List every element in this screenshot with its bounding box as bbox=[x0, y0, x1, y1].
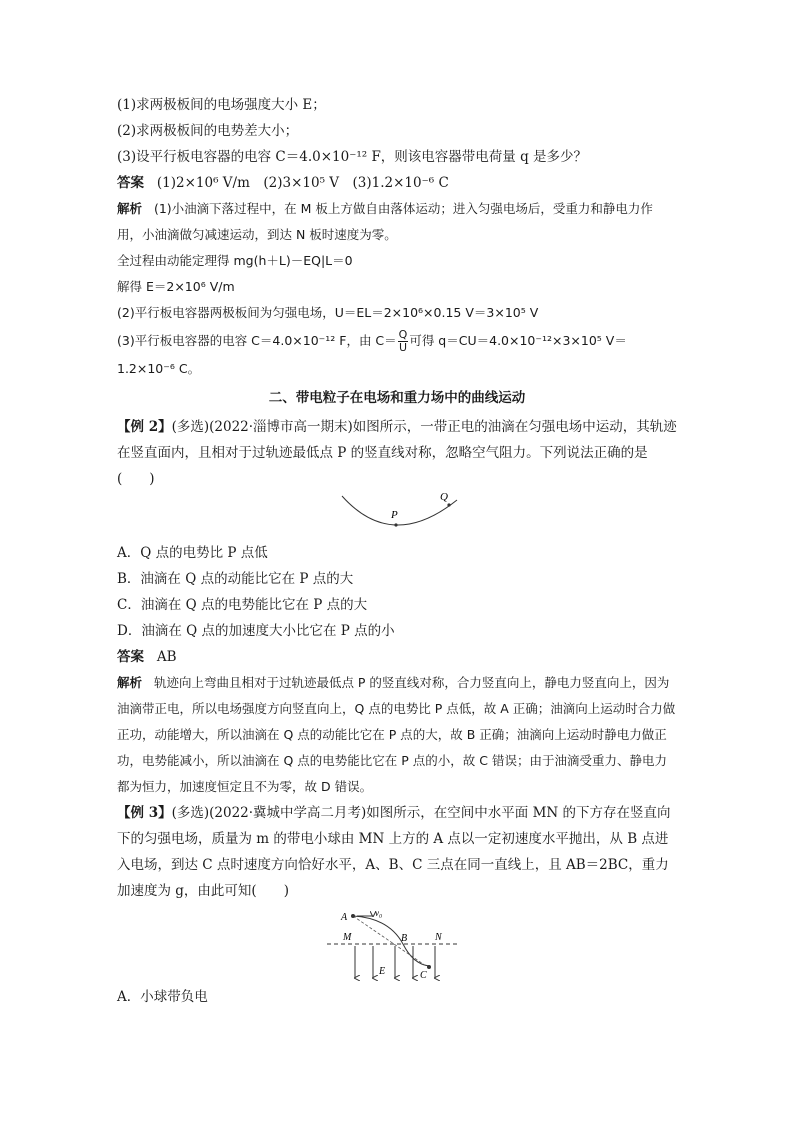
example-2-option-c: C．油滴在 Q 点的电势能比它在 P 点的大 bbox=[117, 597, 368, 613]
field-diagram bbox=[117, 904, 677, 984]
example-2-analysis bbox=[117, 670, 677, 800]
example-3-figure bbox=[117, 904, 677, 984]
analysis-text-5b: 可得 q＝CU＝4.0×10⁻¹²×3×10⁵ V＝ bbox=[409, 333, 627, 348]
section-heading: 二、带电粒子在电场和重力场中的曲线运动 bbox=[268, 390, 526, 406]
example-2-option-d: D．油滴在 Q 点的加速度大小比它在 P 点的小 bbox=[117, 623, 395, 639]
example-2-answer: AB bbox=[156, 649, 177, 665]
example-2-tag: 【例 2】 bbox=[117, 419, 172, 435]
example-2-analysis-text: 轨迹向上弯曲且相对于过轨迹最低点 P 的竖直线对称，合力竖直向上，静电力竖直向上，因为油滴带正电，所以电场强度方向竖直向上，Q 点的电势比 P 点低，故 A 正确；油滴向上运动时合力做正功，动能增大，所以油滴在 Q 点的动能比它在 P 点的大，故 B 正确；油滴向上运动时静电力做正功，电势能减小，所以油滴在 Q 点的电势能比它在 P 点的小，故 C 错误；由于油滴受重力、静电力都为恒力，加速度恒定且不为零，故 D 错误。 bbox=[117, 675, 676, 794]
analysis-line-3: 解得 E＝2×10⁶ V/m bbox=[117, 279, 235, 294]
analysis-line-4: (2)平行板电容器两极板间为匀强电场，U＝EL＝2×10⁶×0.15 V＝3×10⁵ V bbox=[117, 305, 539, 320]
label-b: B bbox=[401, 933, 408, 944]
example-3-option-a: A．小球带负电 bbox=[117, 989, 208, 1005]
analysis-text-5a: (3)平行板电容器的电容 C＝4.0×10⁻¹² F，由 C＝ bbox=[117, 333, 397, 348]
fraction-numerator: Q bbox=[398, 328, 408, 341]
example-3-stem-text: (多选)(2022·冀城中学高二月考)如图所示，在空间中水平面 MN 的下方存在竖直向下的匀强电场，质量为 m 的带电小球由 MN 上方的 A 点以一定初速度水平抛出，从 B 点进入电场，到达 C 点时速度方向恰好水平，A、B、C 三点在同一直线上，且 AB＝2BC，重力加速度为 g，由此可知( ) bbox=[117, 805, 671, 899]
example-2-option-b: B．油滴在 Q 点的动能比它在 P 点的大 bbox=[117, 571, 354, 587]
question-1: (1)求两极板间的电场强度大小 E； bbox=[117, 97, 326, 113]
label-e: E bbox=[379, 966, 386, 977]
line-abc bbox=[353, 916, 429, 968]
answer-text: (1)2×10⁶ V/m (2)3×10⁵ V (3)1.2×10⁻⁶ C bbox=[156, 175, 449, 191]
analysis-text-1: (1)小油滴下落过程中，在 M 板上方做自由落体运动；进入匀强电场后，受重力和静电力作用，小油滴做匀减速运动，到达 N 板时速度为零。 bbox=[117, 201, 653, 242]
example-3-tag: 【例 3】 bbox=[117, 805, 172, 821]
analysis-label: 解析 bbox=[117, 201, 143, 216]
point-c-dot bbox=[427, 965, 431, 969]
point-p-dot bbox=[394, 523, 397, 526]
label-q: Q bbox=[440, 492, 448, 503]
document-page bbox=[117, 92, 677, 1010]
question-2: (2)求两极板间的电势差大小； bbox=[117, 123, 299, 139]
fraction-denominator: U bbox=[398, 341, 408, 354]
label-c: C bbox=[420, 970, 427, 981]
label-n: N bbox=[435, 932, 442, 943]
label-p: P bbox=[391, 509, 398, 521]
example-2-option-a: A．Q 点的电势比 P 点低 bbox=[117, 545, 268, 561]
example-3-stem bbox=[117, 800, 677, 904]
analysis-paragraph-1 bbox=[117, 196, 677, 248]
label-a: A bbox=[341, 912, 348, 923]
answer-line bbox=[117, 170, 677, 196]
analysis-line-2: 全过程由动能定理得 mg(h＋L)－EQ|L＝0 bbox=[117, 253, 353, 268]
example-2-answer-label: 答案 bbox=[117, 649, 144, 665]
example-2-analysis-label: 解析 bbox=[117, 675, 143, 690]
answer-label: 答案 bbox=[117, 175, 144, 191]
example-2-stem-text: (多选)(2022·淄博市高一期末)如图所示，一带正电的油滴在匀强电场中运动，其轨迹在竖直面内，且相对于过轨迹最低点 P 的竖直线对称，忽略空气阻力。下列说法正确的是( ) bbox=[117, 419, 677, 487]
capacitance-fraction bbox=[398, 329, 409, 354]
example-2-stem bbox=[117, 414, 677, 492]
ball-trajectory bbox=[353, 916, 429, 966]
analysis-line-6: 1.2×10⁻⁶ C。 bbox=[117, 361, 201, 376]
label-m: M bbox=[343, 932, 352, 943]
point-q-dot bbox=[447, 503, 450, 506]
analysis-line-5 bbox=[117, 326, 677, 356]
label-v0: v₀ bbox=[375, 908, 383, 918]
example-2-answer-line bbox=[117, 644, 677, 670]
trajectory-diagram bbox=[117, 492, 677, 540]
example-2-figure bbox=[117, 492, 677, 540]
question-3: (3)设平行板电容器的电容 C＝4.0×10⁻¹² F，则该电容器带电荷量 q 是多少？ bbox=[117, 149, 588, 165]
point-a-dot bbox=[351, 914, 355, 918]
